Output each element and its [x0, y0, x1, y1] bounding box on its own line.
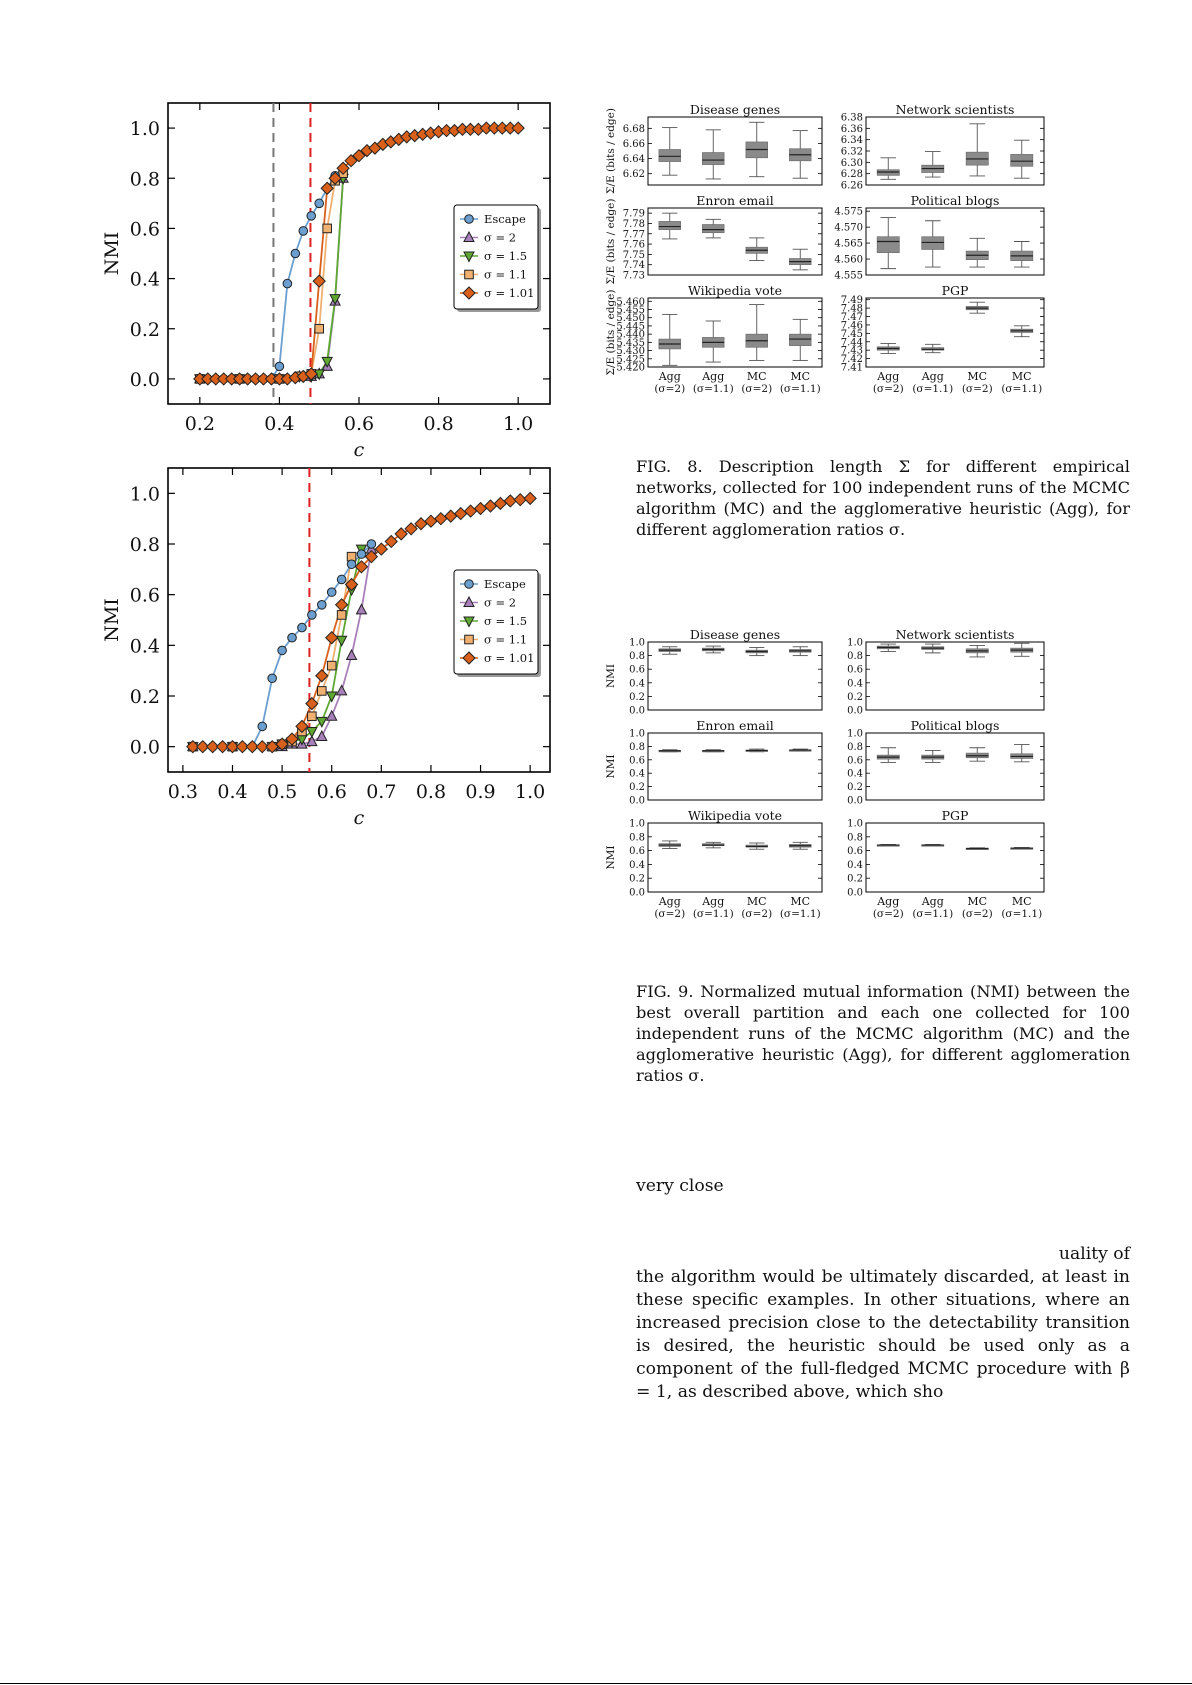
y-tick-label: 5.425	[616, 354, 645, 366]
y-tick-label: 1.0	[847, 637, 863, 649]
x-category-sublabel: (σ=1.1)	[1001, 908, 1043, 920]
x-tick-label: 0.3	[167, 781, 198, 803]
panel-frame	[866, 823, 1044, 892]
fig8-description-length-boxplots	[605, 102, 1134, 425]
data-point	[514, 494, 526, 506]
y-axis-label: NMI	[605, 663, 617, 689]
boxplot-panel	[605, 102, 822, 194]
y-tick-label: 1.0	[129, 118, 160, 141]
y-tick-label: 7.47	[840, 312, 863, 324]
data-point	[337, 611, 346, 620]
panel-title: PGP	[941, 808, 969, 823]
y-tick-label: 6.64	[622, 154, 645, 166]
y-tick-label: 0.0	[847, 887, 863, 899]
panel-title: Disease genes	[689, 627, 781, 642]
x-category-label: MC	[1011, 370, 1032, 383]
legend-label: σ = 2	[484, 230, 517, 245]
y-tick-label: 0.6	[847, 664, 863, 676]
y-axis-label: NMI	[605, 845, 617, 870]
data-point	[336, 599, 348, 611]
x-category-sublabel: (σ=2)	[961, 908, 993, 920]
legend-label: Escape	[484, 577, 526, 591]
legend-marker	[465, 270, 474, 279]
legend-label: σ = 1.01	[484, 651, 535, 665]
y-tick-label: 0.2	[129, 318, 160, 341]
boxplot-panel	[841, 283, 1044, 395]
box	[877, 237, 899, 253]
y-tick-label: 7.43	[840, 345, 863, 357]
data-point	[512, 122, 524, 134]
y-tick-label: 0.4	[629, 859, 645, 871]
data-point	[435, 513, 447, 525]
x-category-sublabel: (σ=1.1)	[912, 908, 954, 920]
y-tick-label: 6.68	[622, 123, 645, 135]
y-tick-label: 0.2	[847, 691, 863, 703]
x-tick-label: 0.4	[217, 781, 248, 803]
legend-label: σ = 1.5	[484, 614, 528, 628]
x-category-sublabel: (σ=2)	[961, 383, 993, 395]
x-category-sublabel: (σ=2)	[741, 908, 773, 920]
x-tick-label: 0.5	[266, 781, 298, 803]
legend-marker	[465, 215, 474, 224]
panel-title: Network scientists	[895, 102, 1015, 117]
x-category-label: Agg	[658, 370, 681, 383]
legend-label: Escape	[484, 212, 526, 226]
y-tick-label: 0.6	[129, 218, 160, 241]
x-category-sublabel: (σ=2)	[741, 383, 773, 395]
y-tick-label: 0.2	[629, 873, 645, 885]
y-tick-label: 0.2	[847, 873, 863, 885]
data-point	[494, 497, 506, 509]
y-tick-label: 6.28	[840, 169, 863, 181]
y-tick-label: 0.4	[847, 678, 863, 690]
box	[659, 221, 681, 229]
y-tick-label: 0.8	[129, 534, 160, 556]
data-point	[327, 588, 336, 597]
box	[789, 334, 811, 346]
data-point	[288, 633, 297, 642]
panel-frame	[648, 298, 822, 367]
data-point	[298, 623, 307, 632]
panel-title: Political blogs	[910, 718, 1000, 733]
y-tick-label: 0.2	[847, 782, 863, 794]
y-tick-label: 1.0	[629, 818, 645, 830]
y-tick-label: 0.0	[629, 705, 645, 717]
data-point	[367, 540, 376, 549]
y-tick-label: 0.4	[129, 635, 160, 658]
y-tick-label: 5.455	[616, 305, 645, 316]
boxplot-panel	[605, 718, 822, 807]
data-point	[327, 661, 336, 670]
y-tick-label: 0.6	[629, 664, 645, 676]
x-category-sublabel: (σ=1.1)	[692, 908, 734, 920]
panel-frame	[866, 733, 1044, 800]
body-text-fragment: uality of	[1058, 1244, 1130, 1264]
data-point	[484, 500, 496, 512]
y-tick-label: 7.44	[840, 337, 863, 349]
data-point	[327, 692, 337, 702]
fig9-caption: FIG. 9. Normalized mutual information (NMI) between the best overall partition and each one collected for 100 independent runs of the MCMC algorithm (MC) and the agglomerative heuristic (Agg), for different agglomeration ratios σ.	[636, 982, 1130, 1085]
y-tick-label: 7.41	[840, 362, 863, 374]
nmi-chart-top	[101, 103, 550, 461]
y-tick-label: 7.77	[622, 229, 645, 241]
y-tick-label: 0.0	[129, 736, 160, 759]
data-point	[323, 224, 332, 233]
x-category-sublabel: (σ=1.1)	[779, 908, 821, 920]
x-category-label: Agg	[921, 895, 944, 908]
y-tick-label: 4.575	[834, 206, 863, 218]
panel-title: Disease genes	[689, 102, 781, 117]
series-line	[193, 544, 372, 747]
y-tick-label: 6.34	[840, 135, 863, 147]
x-category-label: MC	[1011, 895, 1032, 908]
x-category-label: MC	[746, 370, 767, 383]
data-point	[327, 711, 337, 721]
boxplot-panel	[605, 627, 822, 717]
body-text-fragment: very close	[636, 1176, 724, 1196]
data-point	[425, 515, 437, 527]
fig8-caption: FIG. 8. Description length Σ for different empirical networks, collected for 100 independent runs of the MCMC algorithm (MC) and the agglomerative heuristic (Agg), for different agglomeration ratios σ.	[636, 457, 1130, 539]
box	[1011, 154, 1033, 166]
y-tick-label: 0.0	[629, 887, 645, 899]
x-category-label: Agg	[877, 370, 900, 383]
data-point	[475, 503, 487, 515]
data-point	[455, 508, 467, 520]
y-axis-label: NMI	[101, 231, 123, 276]
boxplot-panel	[847, 718, 1044, 807]
y-tick-label: 7.74	[622, 260, 645, 272]
x-tick-label: 0.8	[423, 413, 454, 435]
y-tick-label: 5.450	[616, 313, 645, 325]
boxplot-panel	[605, 283, 822, 395]
y-tick-label: 0.6	[629, 755, 645, 767]
y-tick-label: 7.76	[622, 239, 645, 251]
panel-frame	[648, 733, 822, 800]
body-text-paragraph: the algorithm would be ultimately discarded, at least in these specific examples. In other situations, where an increased precision close to the detectability transition is desired, the heuristic should be used only as a component of the full-fledged MCMC procedure with β = 1, as described above, which sho	[636, 1267, 1130, 1402]
y-tick-label: 0.4	[629, 678, 645, 690]
x-category-sublabel: (σ=1.1)	[1001, 383, 1043, 395]
y-tick-label: 0.0	[629, 795, 645, 807]
y-tick-label: 4.570	[834, 222, 863, 234]
y-axis-label: NMI	[101, 598, 123, 642]
panel-title: Enron email	[696, 193, 774, 208]
x-category-label: Agg	[921, 370, 944, 383]
x-category-label: MC	[967, 895, 988, 908]
data-point	[283, 279, 292, 288]
y-tick-label: 6.30	[840, 157, 863, 169]
y-tick-label: 7.49	[840, 295, 863, 307]
y-tick-label: 5.435	[616, 337, 645, 349]
data-point	[308, 712, 317, 721]
legend-label: σ = 2	[484, 595, 517, 610]
data-point	[347, 560, 356, 569]
nmi-chart-bottom	[101, 468, 550, 829]
data-point	[258, 722, 267, 731]
y-tick-label: 7.73	[622, 270, 645, 282]
panel-title: Network scientists	[895, 627, 1015, 642]
x-category-label: MC	[746, 895, 767, 908]
x-category-label: Agg	[658, 895, 681, 908]
boxplot-panel	[605, 808, 822, 920]
x-category-sublabel: (σ=2)	[872, 908, 904, 920]
boxplot-panel	[834, 193, 1044, 282]
data-point	[307, 727, 317, 737]
y-tick-label: 4.560	[834, 254, 863, 266]
y-tick-label: 0.2	[629, 691, 645, 703]
x-category-sublabel: (σ=2)	[654, 908, 686, 920]
data-point	[278, 646, 287, 655]
y-tick-label: 7.45	[840, 328, 863, 340]
data-point	[315, 324, 324, 333]
y-tick-label: 0.0	[129, 368, 160, 391]
x-tick-label: 0.7	[366, 781, 397, 803]
y-tick-label: 0.2	[629, 782, 645, 794]
y-tick-label: 0.0	[847, 705, 863, 717]
x-axis-label: c	[353, 807, 365, 829]
y-tick-label: 1.0	[847, 818, 863, 830]
y-tick-label: 6.36	[840, 123, 863, 135]
x-tick-label: 0.2	[184, 413, 215, 435]
y-axis-label: Σ/E (bits / edge)	[605, 108, 617, 194]
y-tick-label: 6.26	[840, 180, 863, 192]
box	[922, 237, 944, 250]
fig9-nmi-boxplots	[605, 627, 1134, 950]
y-tick-label: 0.4	[847, 859, 863, 871]
data-point	[504, 495, 516, 507]
panel-title: Wikipedia vote	[687, 808, 783, 823]
data-point	[315, 199, 324, 208]
box	[702, 224, 724, 232]
x-category-sublabel: (σ=2)	[872, 383, 904, 395]
y-axis-label: Σ/E (bits / edge)	[605, 289, 617, 376]
data-point	[337, 575, 346, 584]
x-category-label: MC	[967, 370, 988, 383]
data-point	[465, 505, 477, 517]
x-category-label: Agg	[877, 895, 900, 908]
y-tick-label: 1.0	[629, 728, 645, 740]
y-tick-label: 7.75	[622, 249, 645, 261]
panel-title: Political blogs	[910, 193, 1000, 208]
data-point	[268, 674, 277, 683]
data-point	[291, 249, 300, 258]
y-tick-label: 7.48	[840, 303, 863, 315]
data-point	[347, 650, 357, 660]
data-point	[307, 212, 316, 221]
y-tick-label: 0.8	[847, 832, 863, 844]
y-tick-label: 0.6	[629, 846, 645, 858]
data-point	[275, 362, 284, 371]
y-tick-label: 5.420	[616, 362, 645, 374]
data-point	[524, 492, 536, 504]
boxplot-panel	[605, 193, 822, 284]
y-tick-label: 0.0	[847, 795, 863, 807]
x-category-sublabel: (σ=1.1)	[779, 383, 821, 395]
data-point	[317, 687, 326, 696]
x-tick-label: 0.4	[264, 413, 295, 435]
x-tick-label: 0.8	[415, 781, 447, 803]
boxplot-panel	[847, 627, 1044, 717]
x-category-label: Agg	[702, 370, 725, 383]
x-tick-label: 1.0	[503, 413, 534, 435]
y-tick-label: 0.8	[847, 651, 863, 663]
y-tick-label: 6.66	[622, 138, 645, 150]
nmi-vs-c-figure	[100, 100, 600, 920]
y-tick-label: 0.6	[847, 846, 863, 858]
y-tick-label: 7.42	[840, 354, 863, 366]
data-point	[308, 611, 317, 620]
box	[702, 153, 724, 165]
y-tick-label: 0.6	[847, 755, 863, 767]
data-point	[299, 227, 308, 236]
y-axis-label: NMI	[605, 754, 617, 779]
box	[659, 149, 681, 161]
y-tick-label: 1.0	[847, 728, 863, 740]
y-tick-label: 6.32	[840, 146, 863, 158]
y-tick-label: 4.565	[834, 238, 863, 250]
boxplot-panel	[847, 808, 1044, 920]
y-tick-label: 0.4	[847, 768, 863, 780]
y-tick-label: 7.78	[622, 218, 645, 230]
y-tick-label: 1.0	[129, 483, 160, 506]
data-point	[337, 685, 347, 695]
y-tick-label: 5.430	[616, 346, 645, 358]
legend-label: σ = 1.01	[484, 286, 535, 300]
x-category-sublabel: (σ=1.1)	[692, 383, 734, 395]
y-tick-label: 7.79	[622, 208, 645, 220]
y-axis-label: Σ/E (bits / edge)	[605, 198, 617, 285]
y-tick-label: 6.62	[622, 169, 645, 181]
boxplot-panel	[841, 102, 1044, 192]
panel-title: Enron email	[696, 718, 774, 733]
y-tick-label: 1.0	[629, 637, 645, 649]
legend-marker	[465, 580, 474, 589]
legend-label: σ = 1.5	[484, 249, 528, 263]
panel-title: PGP	[941, 283, 969, 298]
x-tick-label: 0.6	[343, 413, 375, 435]
x-category-label: MC	[790, 895, 811, 908]
y-tick-label: 0.2	[129, 686, 160, 708]
y-tick-label: 0.8	[629, 741, 645, 753]
x-category-label: MC	[790, 370, 811, 383]
y-tick-label: 7.46	[840, 320, 863, 332]
data-point	[356, 604, 366, 613]
panel-title: Wikipedia vote	[687, 283, 783, 298]
y-tick-label: 0.8	[629, 832, 645, 844]
x-axis-label: c	[353, 439, 365, 461]
y-tick-label: 5.445	[616, 321, 645, 333]
y-tick-label: 0.8	[129, 168, 160, 191]
y-tick-label: 5.440	[616, 329, 645, 341]
y-tick-label: 4.555	[834, 270, 863, 282]
x-category-sublabel: (σ=2)	[654, 383, 686, 395]
y-tick-label: 0.4	[129, 268, 160, 291]
series-line	[193, 549, 362, 747]
data-point	[317, 601, 326, 610]
data-point	[445, 510, 457, 522]
y-tick-label: 6.38	[840, 112, 863, 124]
data-point	[357, 550, 366, 559]
y-tick-label: 5.460	[616, 296, 645, 308]
x-tick-label: 1.0	[515, 781, 546, 803]
legend-marker	[465, 635, 474, 644]
page-bottom-rule	[0, 1683, 1192, 1684]
y-tick-label: 0.4	[629, 768, 645, 780]
panel-frame	[648, 823, 822, 892]
legend-label: σ = 1.1	[484, 267, 528, 282]
data-point	[317, 731, 327, 741]
legend-label: σ = 1.1	[484, 632, 528, 647]
x-tick-label: 0.9	[465, 781, 496, 803]
y-tick-label: 0.8	[629, 651, 645, 663]
x-category-sublabel: (σ=1.1)	[912, 383, 954, 395]
x-tick-label: 0.6	[316, 781, 347, 803]
y-tick-label: 0.8	[847, 741, 863, 753]
x-category-label: Agg	[702, 895, 725, 908]
y-tick-label: 0.6	[129, 584, 160, 607]
